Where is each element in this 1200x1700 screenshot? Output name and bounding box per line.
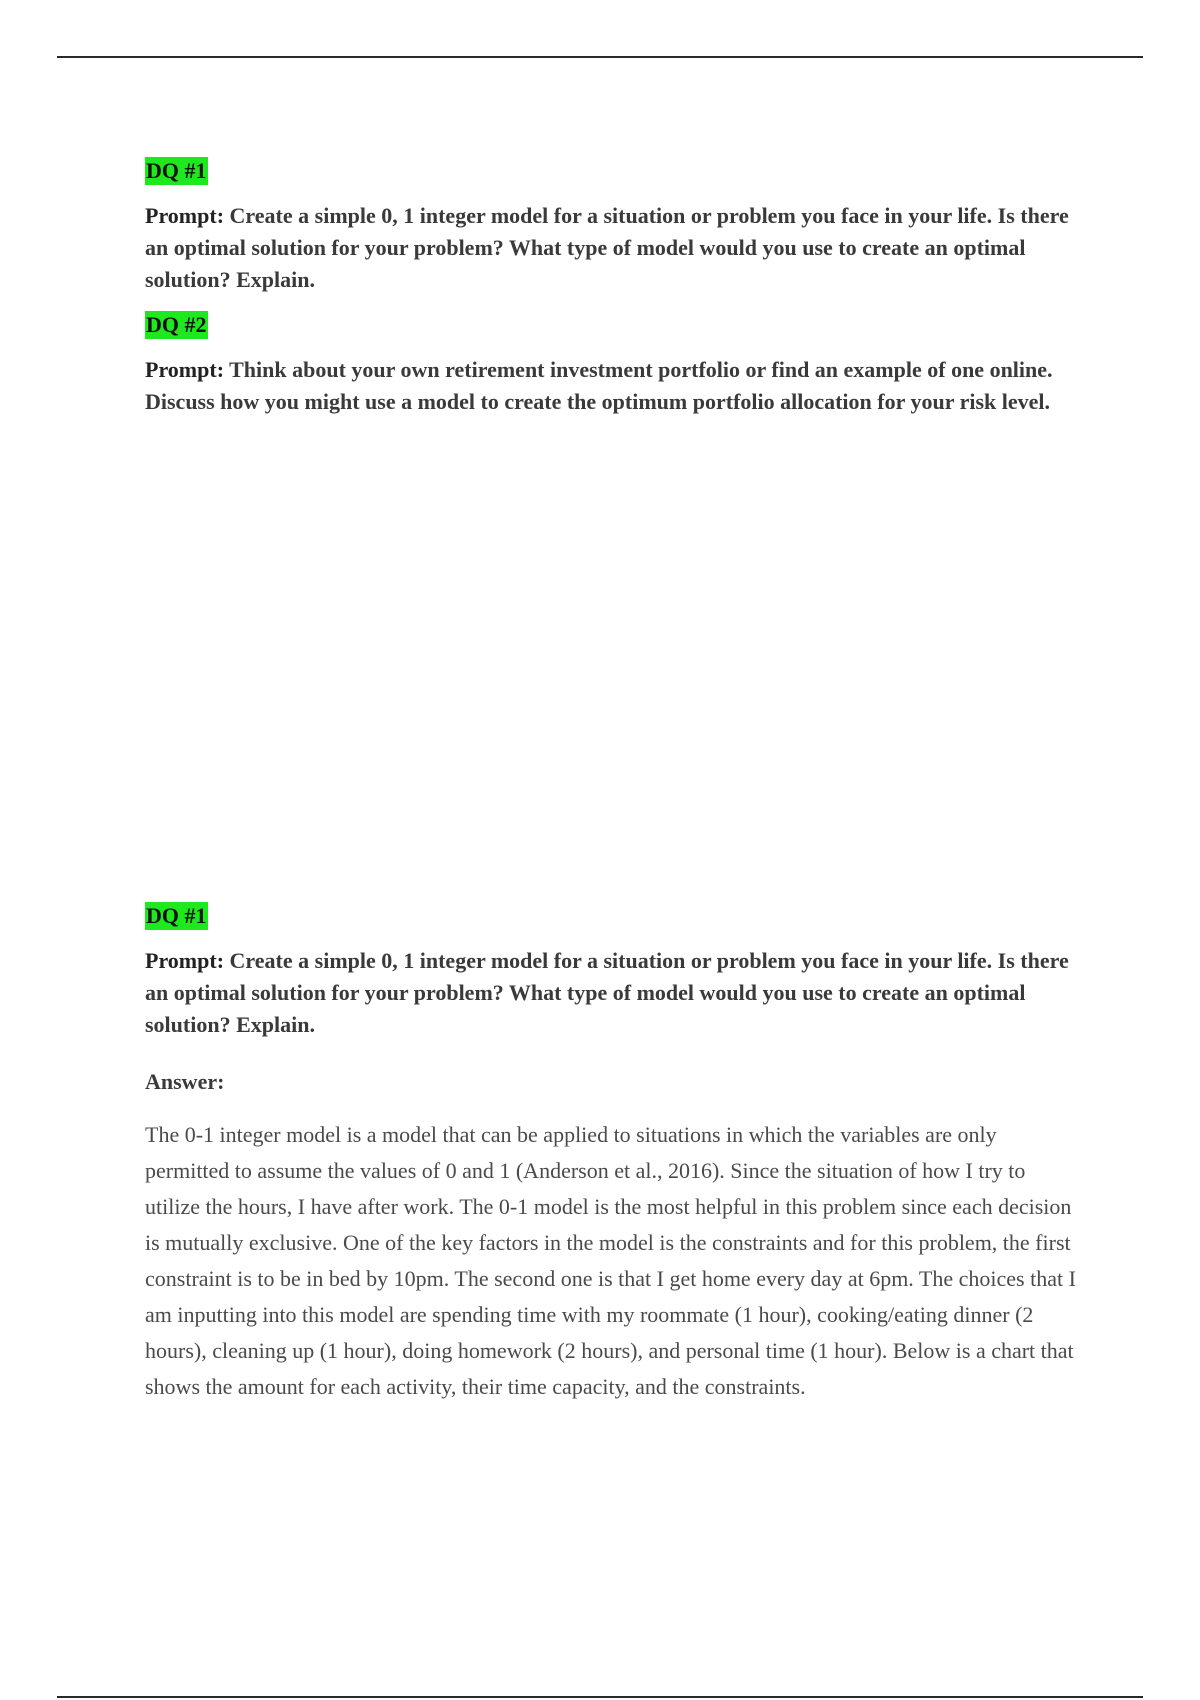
dq1-heading-row (145, 157, 1085, 185)
dq1-repeat-prompt (145, 945, 1085, 1041)
dq2-prompt-block (145, 354, 1085, 418)
prompt-text: Create a simple 0, 1 integer model for a situation or problem you face in your life. Is there an optimal solution for your problem? What type of model would you use to create an optimal solution? Explain. (145, 203, 1069, 292)
dq1-repeat-prompt-block (145, 945, 1085, 1041)
dq2-heading: DQ #2 (146, 312, 207, 337)
prompt-label: Prompt: (145, 203, 225, 228)
dq1-repeat-heading: DQ #1 (146, 903, 207, 928)
top-rule (57, 56, 1143, 58)
dq1-prompt-block (145, 200, 1085, 296)
answer-body: The 0-1 integer model is a model that can be applied to situations in which the variables are only permitted to assume the values of 0 and 1 (Anderson et al., 2016). Since the situation of how I try to utilize the hours, I have after work. The 0-1 model is the most helpful in this problem since each decision is mutually exclusive. One of the key factors in the model is the constraints and for this problem, the first constraint is to be in bed by 10pm. The second one is that I get home every day at 6pm. The choices that I am inputting into this model are spending time with my roommate (1 hour), cooking/eating dinner (2 hours), cleaning up (1 hour), doing homework (2 hours), and personal time (1 hour). Below is a chart that shows the amount for each activity, their time capacity, and the constraints. (145, 1122, 1076, 1399)
dq2-prompt (145, 354, 1085, 418)
dq1-repeat-heading-row (145, 902, 1085, 930)
dq2-heading-row (145, 311, 1085, 339)
prompt-text: Create a simple 0, 1 integer model for a situation or problem you face in your life. Is there an optimal solution for your problem? What type of model would you use to create an optimal solution? Explain. (145, 948, 1069, 1037)
dq1-prompt (145, 200, 1085, 296)
prompt-label: Prompt: (145, 357, 225, 382)
prompt-label: Prompt: (145, 948, 225, 973)
dq1-heading: DQ #1 (146, 158, 207, 183)
answer-body-block (145, 1117, 1085, 1405)
answer-label-row (145, 1067, 1085, 1097)
prompt-text: Think about your own retirement investment portfolio or find an example of one online. Discuss how you might use a model to create the optimum portfolio allocation for your risk level. (145, 357, 1053, 414)
answer-label: Answer: (145, 1069, 225, 1094)
bottom-rule (57, 1696, 1143, 1698)
